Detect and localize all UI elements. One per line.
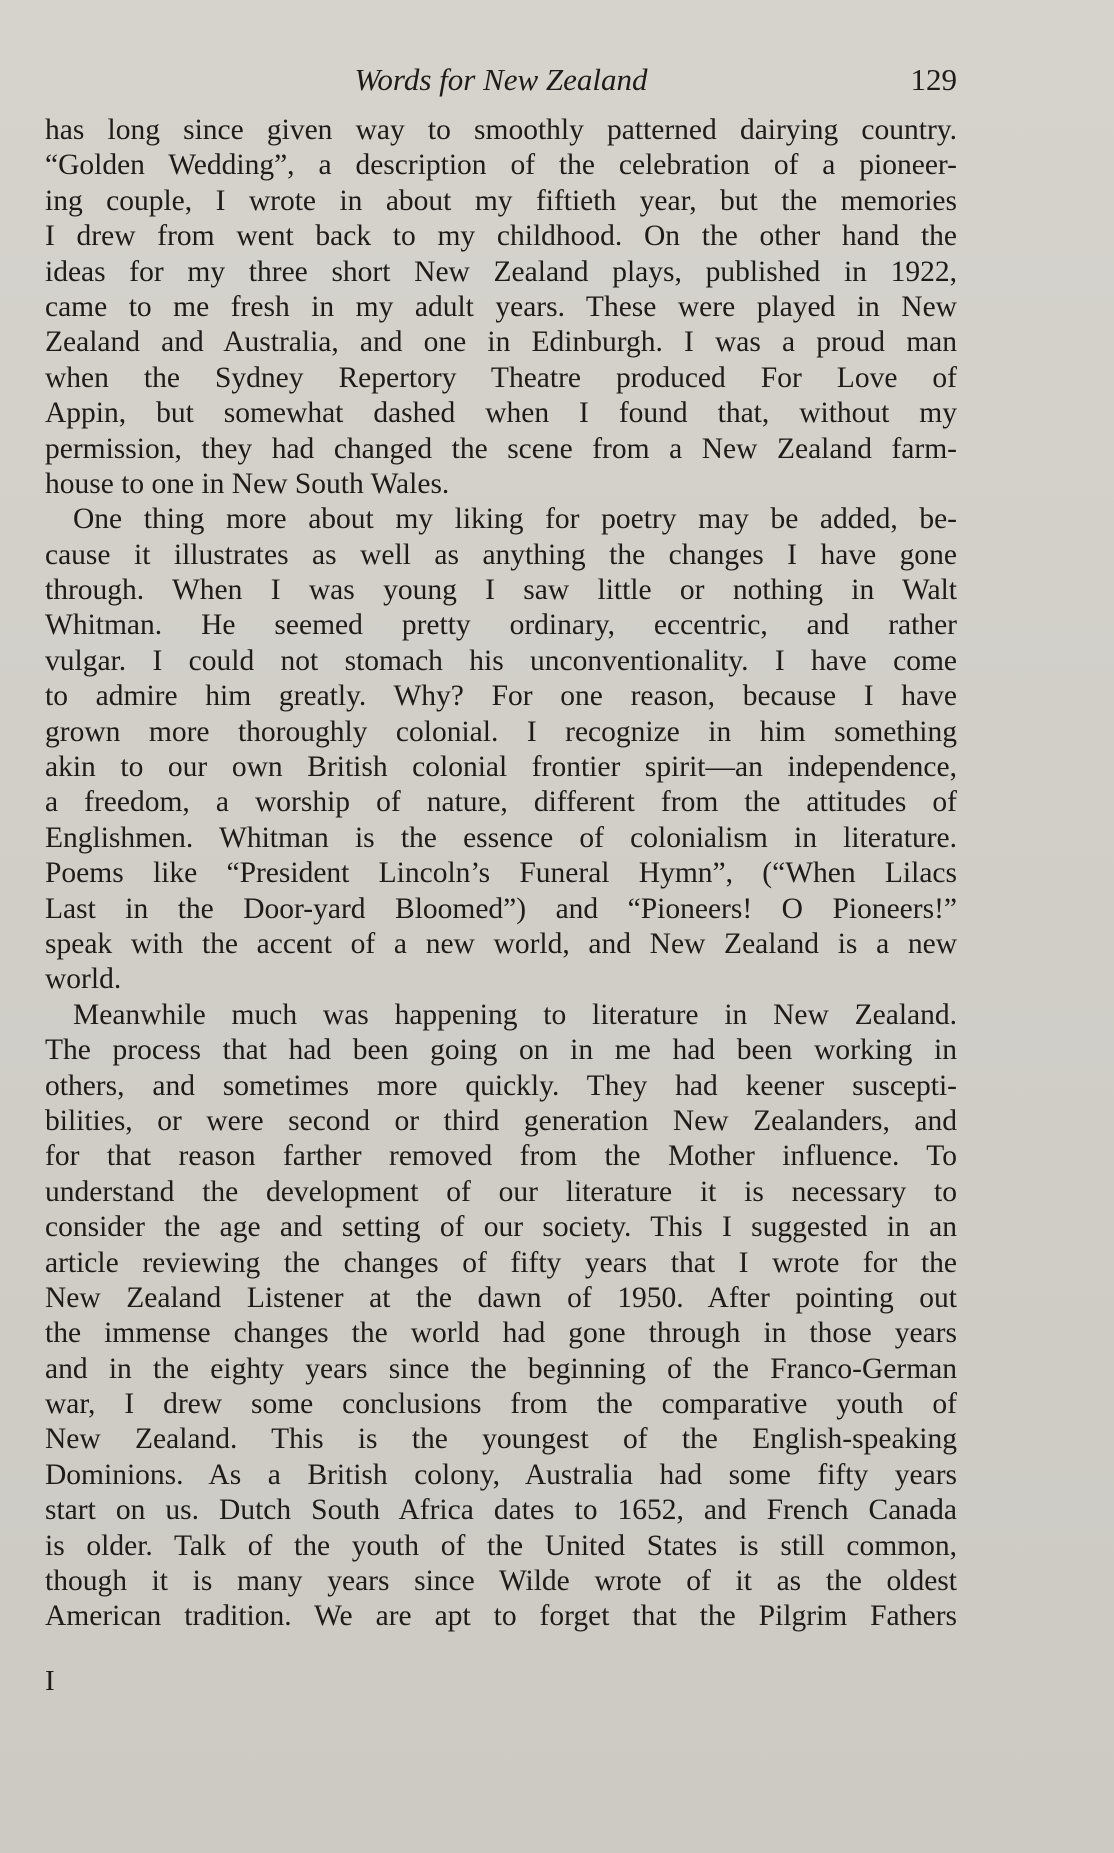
text-line: and in the eighty years since the beginning of the Franco-German (45, 1352, 957, 1385)
text-line: world. (45, 963, 122, 996)
text-line: Dominions. As a British colony, Australia had some fifty years (45, 1458, 957, 1491)
text-line: consider the age and setting of our society. This I suggested in an (45, 1211, 957, 1244)
signature-mark: I (45, 1665, 55, 1697)
page-number: 129 (910, 62, 957, 97)
text-line: understand the development of our literature it is necessary to (45, 1175, 957, 1208)
text-line: Whitman. He seemed pretty ordinary, eccentric, and rather (45, 609, 957, 642)
text-line: war, I drew some conclusions from the comparative youth of (45, 1388, 957, 1421)
text-line: bilities, or were second or third generation New Zealanders, and (45, 1104, 957, 1137)
text-line: a freedom, a worship of nature, different from the attitudes of (45, 786, 957, 819)
page-header (45, 58, 957, 102)
text-line: though it is many years since Wilde wrote of it as the oldest (45, 1565, 957, 1598)
text-line: Englishmen. Whitman is the essence of colonialism in literature. (45, 821, 957, 854)
text-line: is older. Talk of the youth of the United States is still common, (45, 1529, 957, 1562)
text-line: start on us. Dutch South Africa dates to 1652, and French Canada (45, 1494, 957, 1527)
text-line: New Zealand. This is the youngest of the English-speaking (45, 1423, 957, 1456)
text-line: came to me fresh in my adult years. These were played in New (45, 290, 957, 323)
text-line: the immense changes the world had gone through in those years (45, 1317, 957, 1350)
text-line: cause it illustrates as well as anything the changes I have gone (45, 538, 957, 571)
text-line: ing couple, I wrote in about my fiftieth year, but the memories (45, 184, 957, 217)
text-line: for that reason farther removed from the Mother influence. To (45, 1140, 957, 1173)
text-line: Last in the Door-yard Bloomed”) and “Pioneers! O Pioneers!” (45, 892, 957, 925)
text-line: grown more thoroughly colonial. I recognize in him something (45, 715, 957, 748)
text-line: “Golden Wedding”, a description of the celebration of a pioneer- (45, 149, 957, 182)
text-line: I drew from went back to my childhood. On the other hand the (45, 220, 957, 253)
running-title: Words for New Zealand (354, 62, 648, 97)
text-line: Appin, but somewhat dashed when I found that, without my (45, 397, 957, 430)
text-line: Poems like “President Lincoln’s Funeral Hymn”, (“When Lilacs (45, 857, 957, 890)
text-line: when the Sydney Repertory Theatre produced For Love of (45, 361, 957, 394)
text-line: permission, they had changed the scene from a New Zealand farm- (45, 432, 957, 465)
text-line: through. When I was young I saw little or nothing in Walt (45, 574, 957, 607)
text-line: American tradition. We are apt to forget that the Pilgrim Fathers (45, 1600, 957, 1633)
text-line: has long since given way to smoothly patterned dairying country. (45, 114, 957, 146)
text-line: to admire him greatly. Why? For one reason, because I have (45, 680, 957, 713)
text-line: Zealand and Australia, and one in Edinburgh. I was a proud man (45, 326, 957, 359)
text-line: akin to our own British colonial frontier spirit—an independence, (45, 751, 957, 784)
text-line: New Zealand Listener at the dawn of 1950. After pointing out (45, 1281, 957, 1314)
text-line: ideas for my three short New Zealand plays, published in 1922, (45, 255, 957, 288)
text-line: speak with the accent of a new world, and New Zealand is a new (45, 927, 957, 960)
text-line: house to one in New South Wales. (45, 467, 450, 500)
text-line: The process that had been going on in me had been working in (45, 1034, 957, 1067)
text-line: article reviewing the changes of fifty years that I wrote for the (45, 1246, 957, 1279)
body-text (45, 113, 957, 1635)
paragraph-start-line: One thing more about my liking for poetry may be added, be- (73, 503, 957, 536)
paragraph-start-line: Meanwhile much was happening to literature in New Zealand. (73, 998, 957, 1031)
text-line: others, and sometimes more quickly. They had keener suscepti- (45, 1069, 957, 1102)
text-line: vulgar. I could not stomach his unconventionality. I have come (45, 644, 957, 677)
